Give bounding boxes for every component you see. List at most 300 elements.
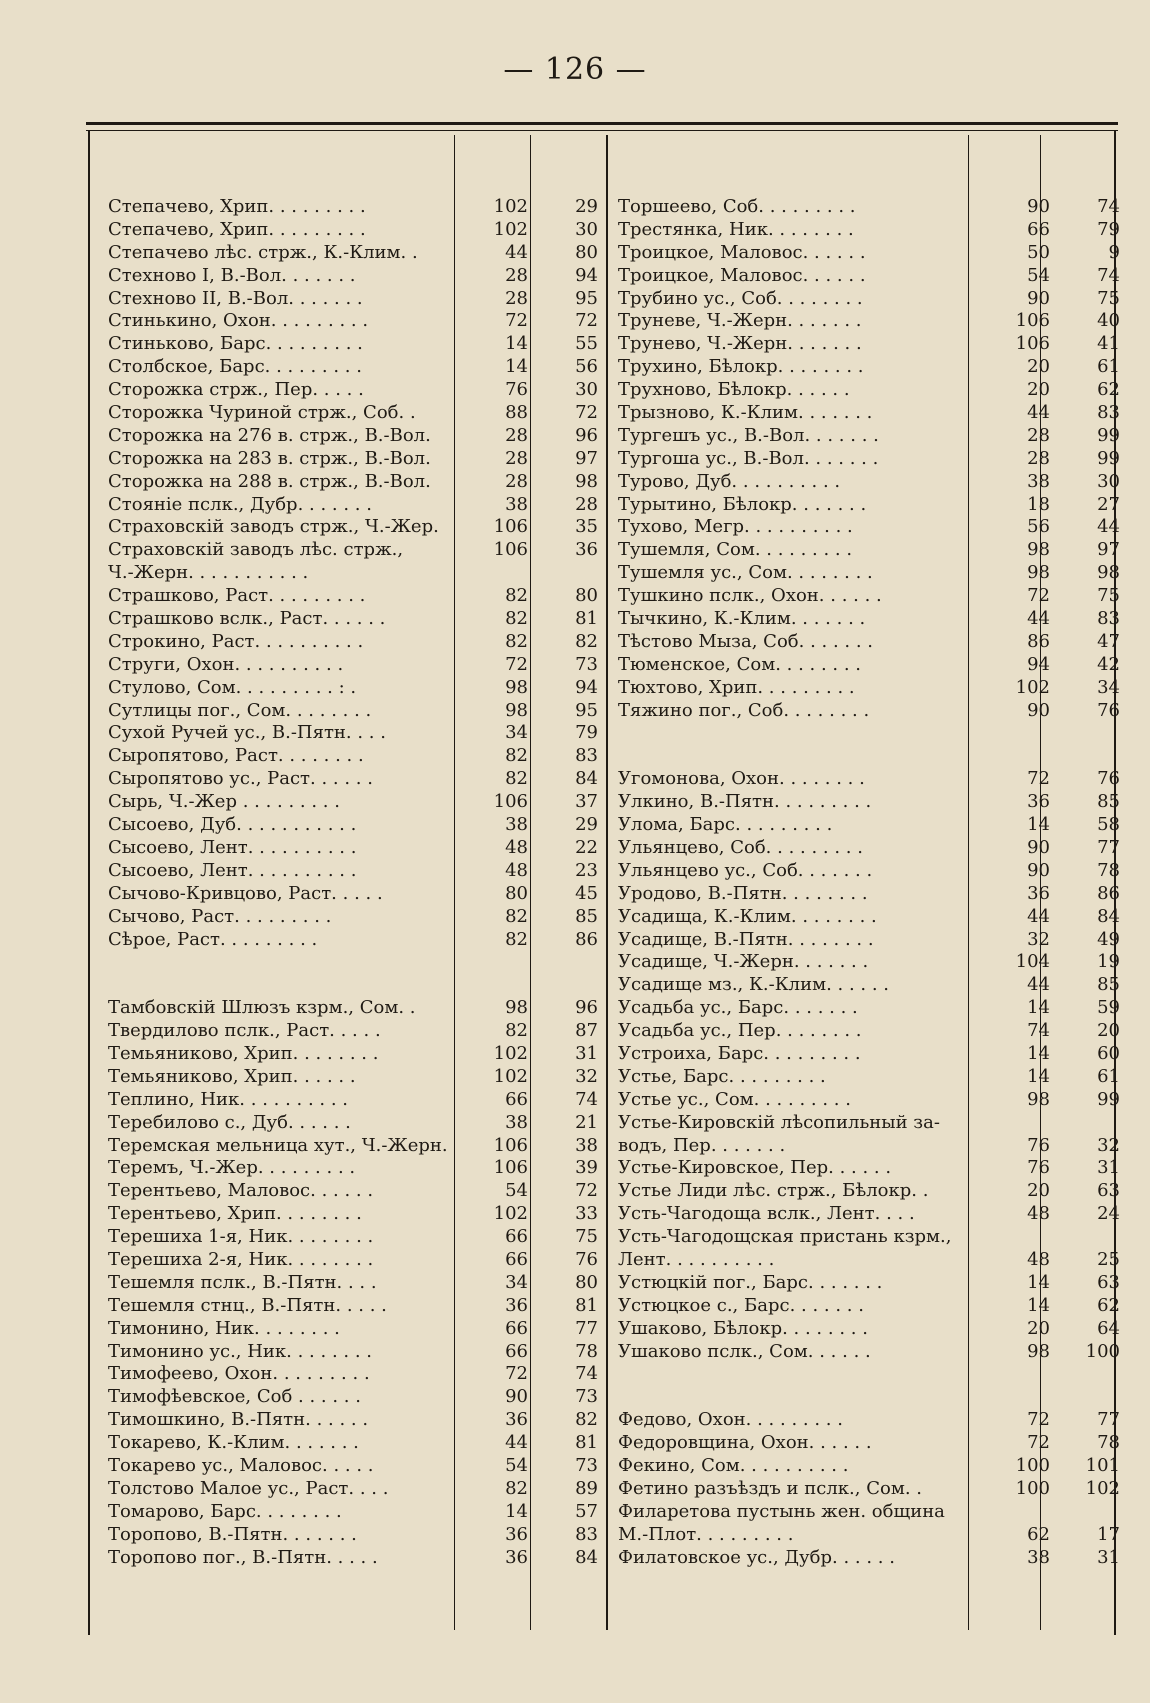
place-name: Усадьба ус., Пер. . . . . . . . bbox=[618, 1020, 862, 1042]
table-row bbox=[618, 883, 1118, 906]
place-name: Стулово, Сом. . . . . . . . . : . bbox=[108, 676, 357, 698]
page-number: — 126 — bbox=[503, 52, 647, 87]
place-name: Страховскій заводъ стрж., Ч.-Жер. bbox=[108, 516, 439, 538]
place-name: Усть-Чагодощская пристань кзрм., bbox=[618, 1226, 952, 1248]
place-name: Тешемля пслк., В.-Пятн. . . . bbox=[108, 1271, 377, 1293]
place-name: Сутлицы пог., Сом. . . . . . . . bbox=[108, 699, 372, 721]
map-sheet-number: 20 bbox=[1027, 379, 1050, 401]
entry-number: 98 bbox=[1097, 562, 1120, 584]
place-name: Сѣрое, Раст. . . . . . . . . bbox=[108, 928, 318, 950]
table-row bbox=[618, 1318, 1118, 1341]
map-sheet-number: 72 bbox=[505, 1363, 528, 1385]
entry-number: 57 bbox=[575, 1500, 598, 1522]
entry-number: 73 bbox=[575, 1454, 598, 1476]
map-sheet-number: 20 bbox=[1027, 356, 1050, 378]
map-sheet-number: 14 bbox=[1027, 1271, 1050, 1293]
map-sheet-number: 14 bbox=[505, 1500, 528, 1522]
place-name: Трухново, Бѣлокр. . . . . . bbox=[618, 379, 850, 401]
map-sheet-number: 28 bbox=[505, 447, 528, 469]
entry-number: 64 bbox=[1097, 1317, 1120, 1339]
entry-number: 30 bbox=[1097, 470, 1120, 492]
place-name: Тухово, Мегр. . . . . . . . . . bbox=[618, 516, 853, 538]
entry-number: 74 bbox=[1097, 196, 1120, 217]
entry-number: 42 bbox=[1097, 653, 1120, 675]
table-row bbox=[618, 310, 1118, 333]
entry-number: 94 bbox=[575, 676, 598, 698]
entry-number: 97 bbox=[575, 447, 598, 469]
entry-number: 25 bbox=[1097, 1248, 1120, 1270]
place-name: Устье Лиди лѣс. стрж., Бѣлокр. . bbox=[618, 1180, 929, 1202]
map-sheet-number: 90 bbox=[1027, 287, 1050, 309]
entry-number: 99 bbox=[1097, 447, 1120, 469]
entry-number: 96 bbox=[575, 997, 598, 1019]
map-sheet-number: 106 bbox=[493, 1157, 528, 1179]
entry-number: 17 bbox=[1097, 1523, 1120, 1545]
entry-number: 83 bbox=[575, 745, 598, 767]
place-name: Турово, Дуб. . . . . . . . . . bbox=[618, 470, 841, 492]
map-sheet-number: 106 bbox=[493, 516, 528, 538]
place-name: Торшеево, Соб. . . . . . . . . bbox=[618, 196, 856, 217]
map-sheet-number: 34 bbox=[505, 1271, 528, 1293]
place-name: Устюцкій пог., Барс. . . . . . . bbox=[618, 1271, 883, 1293]
table-row bbox=[618, 585, 1118, 608]
place-name: Степачево лѣс. стрж., К.-Клим. . bbox=[108, 241, 418, 263]
entry-number: 72 bbox=[575, 1180, 598, 1202]
entry-number: 82 bbox=[575, 1409, 598, 1431]
table-row bbox=[618, 379, 1118, 402]
map-sheet-number: 72 bbox=[505, 310, 528, 332]
entry-number: 83 bbox=[575, 1523, 598, 1545]
map-sheet-number: 50 bbox=[1027, 241, 1050, 263]
place-name: Сысоево, Лент. . . . . . . . . . bbox=[108, 836, 357, 858]
place-name: Трестянка, Ник. . . . . . . . bbox=[618, 218, 854, 240]
entry-number: 95 bbox=[575, 699, 598, 721]
entry-number: 27 bbox=[1097, 493, 1120, 515]
table-row bbox=[618, 631, 1118, 654]
table-row bbox=[618, 1363, 1118, 1386]
place-name: Тургоша ус., В.-Вол. . . . . . . bbox=[618, 447, 879, 469]
place-name: Тяжино пог., Соб. . . . . . . . bbox=[618, 699, 870, 721]
place-name: Троицкое, Маловос. . . . . . bbox=[618, 241, 866, 263]
table-row bbox=[618, 1547, 1118, 1570]
map-sheet-number: 32 bbox=[1027, 928, 1050, 950]
entry-number: 36 bbox=[575, 539, 598, 561]
place-name: Теребилово с., Дуб. . . . . . bbox=[108, 1111, 351, 1133]
place-name: Сторожка на 276 в. стрж., В.-Вол. bbox=[108, 424, 431, 446]
entry-number: 41 bbox=[1097, 333, 1120, 355]
entry-number: 38 bbox=[575, 1134, 598, 1156]
entry-number: 9 bbox=[1108, 241, 1120, 263]
place-name: Трубино ус., Соб. . . . . . . . bbox=[618, 287, 863, 309]
place-name: Ульянцево ус., Соб. . . . . . . bbox=[618, 859, 873, 881]
map-sheet-number: 66 bbox=[505, 1340, 528, 1362]
map-sheet-number: 82 bbox=[505, 1477, 528, 1499]
table-row bbox=[618, 906, 1118, 929]
entry-number: 73 bbox=[575, 1386, 598, 1408]
place-name: Сторожка стрж., Пер. . . . . bbox=[108, 379, 364, 401]
entry-number: 45 bbox=[575, 882, 598, 904]
entry-number: 95 bbox=[575, 287, 598, 309]
map-sheet-number: 14 bbox=[1027, 814, 1050, 836]
map-sheet-number: 98 bbox=[1027, 1088, 1050, 1110]
map-sheet-number: 20 bbox=[1027, 1180, 1050, 1202]
map-sheet-number: 36 bbox=[1027, 791, 1050, 813]
map-sheet-number: 98 bbox=[505, 699, 528, 721]
entry-number: 63 bbox=[1097, 1180, 1120, 1202]
place-name: Троицкое, Маловос. . . . . . bbox=[618, 264, 866, 286]
place-name: Тургешъ ус., В.-Вол. . . . . . . bbox=[618, 424, 879, 446]
map-sheet-number: 72 bbox=[1027, 585, 1050, 607]
table-row bbox=[618, 997, 1118, 1020]
place-name: Федоровщина, Охон. . . . . . bbox=[618, 1432, 872, 1454]
place-name: Тимофеево, Охон. . . . . . . . . bbox=[108, 1363, 370, 1385]
entry-number: 100 bbox=[1085, 1340, 1120, 1362]
entry-number: 49 bbox=[1097, 928, 1120, 950]
place-name: Токарево, К.-Клим. . . . . . . bbox=[108, 1432, 359, 1454]
entry-number: 63 bbox=[1097, 1271, 1120, 1293]
place-name: Тимонино, Ник. . . . . . . . bbox=[108, 1317, 340, 1339]
map-sheet-number: 72 bbox=[1027, 768, 1050, 790]
entry-number: 77 bbox=[1097, 1409, 1120, 1431]
map-sheet-number: 100 bbox=[1015, 1477, 1050, 1499]
entry-number: 62 bbox=[1097, 379, 1120, 401]
map-sheet-number: 82 bbox=[505, 745, 528, 767]
entry-number: 75 bbox=[1097, 287, 1120, 309]
place-name: Угомонова, Охон. . . . . . . . bbox=[618, 768, 865, 790]
map-sheet-number: 90 bbox=[1027, 196, 1050, 217]
map-sheet-number: 90 bbox=[1027, 699, 1050, 721]
place-name: Страховскій заводъ лѣс. стрж., bbox=[108, 539, 404, 561]
entry-number: 79 bbox=[575, 722, 598, 744]
place-name: Тюхтово, Хрип. . . . . . . . . bbox=[618, 676, 855, 698]
entry-number: 44 bbox=[1097, 516, 1120, 538]
place-name: Сторожка Чуриной стрж., Соб. . bbox=[108, 402, 416, 424]
table-row bbox=[618, 333, 1118, 356]
entry-number: 86 bbox=[1097, 882, 1120, 904]
entry-number: 29 bbox=[575, 814, 598, 836]
place-name: Сычово, Раст. . . . . . . . . bbox=[108, 905, 332, 927]
place-name: Тимошкино, В.-Пятн. . . . . . bbox=[108, 1409, 369, 1431]
place-name: Сухой Ручей ус., В.-Пятн. . . . bbox=[108, 722, 386, 744]
place-name: Устроиха, Барс. . . . . . . . . bbox=[618, 1042, 861, 1064]
map-sheet-number: 86 bbox=[1027, 630, 1050, 652]
table-row bbox=[618, 1272, 1118, 1295]
map-sheet-number: 44 bbox=[1027, 974, 1050, 996]
map-sheet-number: 66 bbox=[505, 1226, 528, 1248]
place-name: Ч.-Жерн. . . . . . . . . . . bbox=[108, 562, 309, 584]
map-sheet-number: 88 bbox=[505, 402, 528, 424]
place-name: Темьяниково, Хрип. . . . . . . . bbox=[108, 1042, 379, 1064]
place-name: Тычкино, К.-Клим. . . . . . . bbox=[618, 608, 866, 630]
map-sheet-number: 82 bbox=[505, 928, 528, 950]
map-sheet-number: 106 bbox=[1015, 333, 1050, 355]
map-sheet-number: 36 bbox=[505, 1523, 528, 1545]
entry-number: 102 bbox=[1085, 1477, 1120, 1499]
place-name: Труневе, Ч.-Жерн. . . . . . . bbox=[618, 310, 862, 332]
entry-number: 85 bbox=[1097, 791, 1120, 813]
place-name: Федово, Охон. . . . . . . . . bbox=[618, 1409, 843, 1431]
map-sheet-number: 102 bbox=[493, 1065, 528, 1087]
entry-number: 72 bbox=[575, 402, 598, 424]
table-row bbox=[618, 860, 1118, 883]
place-name: Стиньково, Барс. . . . . . . . . bbox=[108, 333, 363, 355]
map-sheet-number: 74 bbox=[1027, 1020, 1050, 1042]
place-name: Стояніе пслк., Дубр. . . . . . . bbox=[108, 493, 372, 515]
table-row bbox=[618, 791, 1118, 814]
entry-number: 61 bbox=[1097, 1065, 1120, 1087]
table-row bbox=[618, 951, 1118, 974]
column-divider bbox=[88, 130, 90, 1635]
map-sheet-number: 66 bbox=[505, 1248, 528, 1270]
place-name: Устье, Барс. . . . . . . . . bbox=[618, 1065, 826, 1087]
entry-number: 72 bbox=[575, 310, 598, 332]
entry-number: 87 bbox=[575, 1020, 598, 1042]
entry-number: 75 bbox=[575, 1226, 598, 1248]
place-name: Терентьево, Маловос. . . . . . bbox=[108, 1180, 374, 1202]
place-name: Терешиха 1-я, Ник. . . . . . . . bbox=[108, 1226, 374, 1248]
map-sheet-number: 44 bbox=[505, 1432, 528, 1454]
map-sheet-number: 48 bbox=[505, 836, 528, 858]
map-sheet-number: 76 bbox=[505, 379, 528, 401]
place-name: Страшково вслк., Раст. . . . . . bbox=[108, 608, 386, 630]
place-name: Сысоево, Лент. . . . . . . . . . bbox=[108, 859, 357, 881]
entry-number: 24 bbox=[1097, 1203, 1120, 1225]
entry-number: 81 bbox=[575, 1432, 598, 1454]
entry-number: 86 bbox=[575, 928, 598, 950]
map-sheet-number: 38 bbox=[1027, 470, 1050, 492]
place-name: Улома, Барс. . . . . . . . . bbox=[618, 814, 833, 836]
map-sheet-number: 80 bbox=[505, 882, 528, 904]
entry-number: 85 bbox=[575, 905, 598, 927]
place-name: Токарево ус., Маловос. . . . . bbox=[108, 1454, 374, 1476]
place-name: Трухино, Бѣлокр. . . . . . . . bbox=[618, 356, 864, 378]
place-name: Устье ус., Сом. . . . . . . . . bbox=[618, 1088, 851, 1110]
entry-number: 83 bbox=[1097, 402, 1120, 424]
table-row bbox=[618, 1524, 1118, 1547]
place-name: Стехново II, В.-Вол. . . . . . . bbox=[108, 287, 363, 309]
map-sheet-number: 82 bbox=[505, 585, 528, 607]
map-sheet-number: 106 bbox=[493, 791, 528, 813]
table-row bbox=[618, 974, 1118, 997]
table-row bbox=[618, 1455, 1118, 1478]
top-rule bbox=[86, 122, 1118, 125]
map-sheet-number: 44 bbox=[1027, 905, 1050, 927]
entry-number: 20 bbox=[1097, 1020, 1120, 1042]
map-sheet-number: 102 bbox=[493, 1203, 528, 1225]
place-name: Лент. . . . . . . . . . bbox=[618, 1248, 775, 1270]
map-sheet-number: 20 bbox=[1027, 1317, 1050, 1339]
place-name: Степачево, Хрип. . . . . . . . . bbox=[108, 218, 366, 240]
entry-number: 62 bbox=[1097, 1294, 1120, 1316]
map-sheet-number: 100 bbox=[1015, 1454, 1050, 1476]
place-name: Страшково, Раст. . . . . . . . . bbox=[108, 585, 366, 607]
place-name: Ушаково, Бѣлокр. . . . . . . . bbox=[618, 1317, 868, 1339]
entry-number: 78 bbox=[575, 1340, 598, 1362]
map-sheet-number: 48 bbox=[1027, 1203, 1050, 1225]
entry-number: 76 bbox=[575, 1248, 598, 1270]
table-row bbox=[618, 1409, 1118, 1432]
entry-number: 99 bbox=[1097, 1088, 1120, 1110]
entry-number: 82 bbox=[575, 630, 598, 652]
table-row bbox=[618, 814, 1118, 837]
map-sheet-number: 90 bbox=[1027, 836, 1050, 858]
map-sheet-number: 38 bbox=[505, 814, 528, 836]
entry-number: 96 bbox=[575, 424, 598, 446]
map-sheet-number: 14 bbox=[1027, 1294, 1050, 1316]
place-name: Сырь, Ч.-Жер . . . . . . . . . bbox=[108, 791, 340, 813]
entry-number: 30 bbox=[575, 218, 598, 240]
table-row bbox=[618, 1180, 1118, 1203]
table-row bbox=[618, 1135, 1118, 1158]
right-index-table bbox=[618, 196, 1118, 1569]
entry-number: 84 bbox=[1097, 905, 1120, 927]
map-sheet-number: 62 bbox=[1027, 1523, 1050, 1545]
place-name: Ушаково пслк., Сом. . . . . . bbox=[618, 1340, 871, 1362]
place-name: Сычово-Кривцово, Раст. . . . . bbox=[108, 882, 383, 904]
map-sheet-number: 36 bbox=[505, 1409, 528, 1431]
map-sheet-number: 14 bbox=[505, 333, 528, 355]
entry-number: 21 bbox=[575, 1111, 598, 1133]
map-sheet-number: 102 bbox=[493, 196, 528, 217]
map-sheet-number: 48 bbox=[1027, 1248, 1050, 1270]
map-sheet-number: 44 bbox=[1027, 608, 1050, 630]
map-sheet-number: 82 bbox=[505, 1020, 528, 1042]
place-name: Столбское, Барс. . . . . . . . . bbox=[108, 356, 362, 378]
entry-number: 23 bbox=[575, 859, 598, 881]
map-sheet-number: 66 bbox=[505, 1317, 528, 1339]
table-row bbox=[618, 539, 1118, 562]
entry-number: 81 bbox=[575, 1294, 598, 1316]
place-name: Усадище, В.-Пятн. . . . . . . . bbox=[618, 928, 874, 950]
table-row bbox=[618, 494, 1118, 517]
place-name: Сыропятово ус., Раст. . . . . . bbox=[108, 768, 373, 790]
map-sheet-number: 98 bbox=[505, 997, 528, 1019]
place-name: Торопово, В.-Пятн. . . . . . . bbox=[108, 1523, 357, 1545]
entry-number: 77 bbox=[575, 1317, 598, 1339]
table-row bbox=[618, 837, 1118, 860]
map-sheet-number: 102 bbox=[493, 1042, 528, 1064]
map-sheet-number: 18 bbox=[1027, 493, 1050, 515]
table-row bbox=[618, 677, 1118, 700]
table-row bbox=[618, 1043, 1118, 1066]
entry-number: 89 bbox=[575, 1477, 598, 1499]
place-name: Теремская мельница хут., Ч.-Жерн. bbox=[108, 1134, 448, 1156]
map-sheet-number: 72 bbox=[1027, 1409, 1050, 1431]
map-sheet-number: 102 bbox=[1015, 676, 1050, 698]
entry-number: 29 bbox=[575, 196, 598, 217]
place-name: М.-Плот. . . . . . . . . bbox=[618, 1523, 794, 1545]
map-sheet-number: 90 bbox=[1027, 859, 1050, 881]
place-name: Устье-Кировское, Пер. . . . . . bbox=[618, 1157, 892, 1179]
entry-number: 32 bbox=[575, 1065, 598, 1087]
map-sheet-number: 28 bbox=[505, 470, 528, 492]
map-sheet-number: 106 bbox=[1015, 310, 1050, 332]
place-name: Строкино, Раст. . . . . . . . . . bbox=[108, 630, 364, 652]
map-sheet-number: 14 bbox=[505, 356, 528, 378]
entry-number: 74 bbox=[575, 1088, 598, 1110]
map-sheet-number: 54 bbox=[505, 1180, 528, 1202]
place-name: Терешиха 2-я, Ник. . . . . . . . bbox=[108, 1248, 374, 1270]
map-sheet-number: 44 bbox=[505, 241, 528, 263]
table-row bbox=[618, 356, 1118, 379]
place-name: Теремъ, Ч.-Жер. . . . . . . . . bbox=[108, 1157, 356, 1179]
table-row bbox=[618, 242, 1118, 265]
map-sheet-number: 94 bbox=[1027, 653, 1050, 675]
place-name: Филатовское ус., Дубр. . . . . . bbox=[618, 1546, 895, 1568]
map-sheet-number: 82 bbox=[505, 608, 528, 630]
place-name: Трызново, К.-Клим. . . . . . . bbox=[618, 402, 873, 424]
entry-number: 61 bbox=[1097, 356, 1120, 378]
map-sheet-number: 98 bbox=[1027, 562, 1050, 584]
map-sheet-number: 36 bbox=[505, 1294, 528, 1316]
table-row bbox=[618, 196, 1118, 219]
entry-number: 56 bbox=[575, 356, 598, 378]
map-sheet-number: 28 bbox=[1027, 424, 1050, 446]
map-sheet-number: 44 bbox=[1027, 402, 1050, 424]
table-row bbox=[618, 448, 1118, 471]
place-name: Твердилово пслк., Раст. . . . . bbox=[108, 1020, 381, 1042]
place-name: Тушемля ус., Сом. . . . . . . . bbox=[618, 562, 873, 584]
place-name: Усть-Чагодоща вслк., Лент. . . . bbox=[618, 1203, 915, 1225]
table-row bbox=[618, 929, 1118, 952]
place-name: Тушкино пслк., Охон. . . . . . bbox=[618, 585, 882, 607]
map-sheet-number: 14 bbox=[1027, 1042, 1050, 1064]
place-name: Усадище мз., К.-Клим. . . . . . bbox=[618, 974, 890, 996]
place-name: Тимонино ус., Ник. . . . . . . . bbox=[108, 1340, 372, 1362]
place-name: Сторожка на 288 в. стрж., В.-Вол. bbox=[108, 470, 431, 492]
place-name: Теплино, Ник. . . . . . . . . . bbox=[108, 1088, 349, 1110]
map-sheet-number: 82 bbox=[505, 630, 528, 652]
table-row bbox=[618, 1066, 1118, 1089]
map-sheet-number: 72 bbox=[1027, 1432, 1050, 1454]
table-row bbox=[618, 219, 1118, 242]
entry-number: 79 bbox=[1097, 218, 1120, 240]
place-name: Стехново I, В.-Вол. . . . . . . bbox=[108, 264, 356, 286]
table-row bbox=[618, 745, 1118, 768]
entry-number: 83 bbox=[1097, 608, 1120, 630]
entry-number: 99 bbox=[1097, 424, 1120, 446]
table-row bbox=[618, 768, 1118, 791]
place-name: Турытино, Бѣлокр. . . . . . . bbox=[618, 493, 867, 515]
table-row bbox=[618, 1020, 1118, 1043]
table-row bbox=[618, 722, 1118, 745]
table-row bbox=[618, 1478, 1118, 1501]
entry-number: 33 bbox=[575, 1203, 598, 1225]
place-name: Сторожка на 283 в. стрж., В.-Вол. bbox=[108, 447, 431, 469]
entry-number: 39 bbox=[575, 1157, 598, 1179]
entry-number: 60 bbox=[1097, 1042, 1120, 1064]
table-row bbox=[618, 288, 1118, 311]
entry-number: 76 bbox=[1097, 768, 1120, 790]
map-sheet-number: 28 bbox=[505, 424, 528, 446]
table-row bbox=[618, 1249, 1118, 1272]
table-row bbox=[618, 1203, 1118, 1226]
place-name: Струги, Охон. . . . . . . . . . bbox=[108, 653, 344, 675]
place-name: Ульянцево, Соб. . . . . . . . . bbox=[618, 836, 863, 858]
place-name: Фетино разъѣздъ и пслк., Сом. . bbox=[618, 1477, 922, 1499]
entry-number: 34 bbox=[1097, 676, 1120, 698]
map-sheet-number: 76 bbox=[1027, 1157, 1050, 1179]
entry-number: 80 bbox=[575, 585, 598, 607]
place-name: Устье-Кировскій лѣсопильный за- bbox=[618, 1111, 940, 1133]
entry-number: 58 bbox=[1097, 814, 1120, 836]
map-sheet-number: 28 bbox=[505, 264, 528, 286]
map-sheet-number: 98 bbox=[1027, 1340, 1050, 1362]
entry-number: 101 bbox=[1085, 1454, 1120, 1476]
place-name: Темьяниково, Хрип. . . . . . bbox=[108, 1065, 356, 1087]
map-sheet-number: 48 bbox=[505, 859, 528, 881]
map-sheet-number: 82 bbox=[505, 905, 528, 927]
